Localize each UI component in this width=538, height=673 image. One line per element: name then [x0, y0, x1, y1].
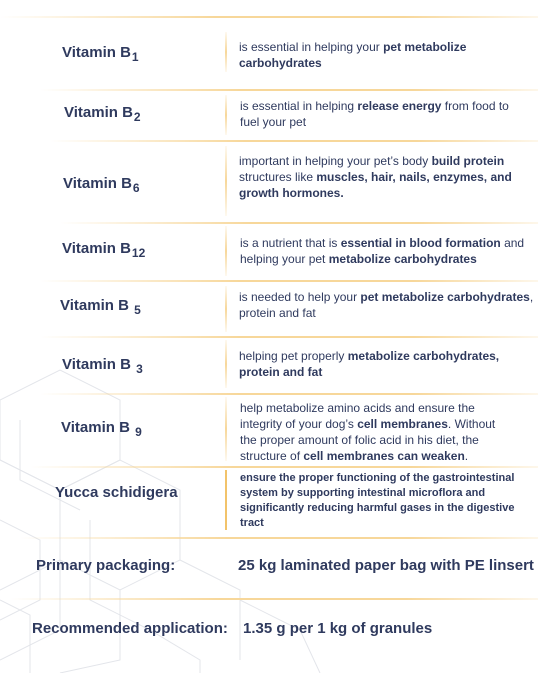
ingredient-name-text: Vitamin B	[62, 356, 136, 373]
description-text: .	[464, 449, 469, 463]
description-emphasis: muscles, hair, nails, enzymes, and growth hormones.	[239, 170, 512, 200]
description-text: , protein and fat	[239, 290, 534, 320]
description-text: is essential in helping	[240, 99, 358, 113]
ingredient-name-text: Vitamin B	[60, 297, 134, 314]
ingredient-name-text: Vitamin B	[63, 175, 132, 192]
description-text: is a nutrient that is	[240, 236, 341, 250]
description-emphasis: essential in blood formation	[340, 236, 501, 250]
row-separator-line	[40, 280, 538, 282]
description-text: . Without the proper amount of folic acid in his diet, the structure of	[240, 417, 496, 463]
row-separator-line	[40, 393, 538, 395]
row-separator-line	[40, 89, 538, 91]
column-divider-line	[225, 470, 227, 530]
row-separator-line	[60, 222, 538, 224]
ingredient-description	[240, 98, 510, 130]
description-emphasis: metabolize carbohydrates	[328, 252, 477, 266]
column-divider-line	[225, 32, 227, 72]
column-divider-line	[225, 226, 227, 276]
ingredient-subscript: 2	[133, 110, 141, 124]
description-emphasis: metabolize carbohydrates, protein and fat	[239, 349, 500, 379]
ingredient-name	[64, 104, 141, 124]
description-text: important in helping your pet’s body	[239, 154, 432, 168]
ingredient-description	[239, 153, 519, 201]
column-divider-line	[225, 340, 227, 388]
recommended-application-label: Recommended application:	[32, 620, 228, 637]
ingredient-description	[239, 39, 509, 71]
description-emphasis: release energy	[357, 99, 442, 113]
ingredient-description	[239, 289, 536, 321]
ingredient-subscript: 5	[134, 303, 141, 317]
description-text: helping pet properly	[239, 349, 348, 363]
column-divider-line	[225, 146, 227, 216]
description-emphasis: cell membranes can weaken	[303, 449, 465, 463]
ingredient-name-text: Vitamin B	[62, 44, 131, 61]
row-separator-line	[40, 336, 538, 338]
ingredient-name-text: Vitamin B	[64, 104, 133, 121]
ingredient-name	[55, 484, 178, 501]
ingredient-subscript: 1	[131, 50, 139, 64]
description-text: is essential in helping your	[239, 40, 384, 54]
ingredient-subscript: 12	[131, 246, 146, 260]
description-emphasis: build protein	[431, 154, 505, 168]
column-divider-line	[225, 286, 227, 332]
description-emphasis: ensure the proper functioning of the gastrointestinal system by supporting intestinal microflora and significantly reducing harmful gases in the digestive tract	[240, 472, 515, 529]
description-text: and helping your pet	[240, 236, 525, 266]
ingredient-name-text: Vitamin B	[62, 240, 131, 257]
ingredient-name	[63, 175, 140, 195]
description-emphasis: pet metabolize carbohydrates	[239, 40, 467, 70]
ingredient-description	[240, 400, 510, 464]
ingredient-description	[240, 235, 530, 267]
recommended-application-value: 1.35 g per 1 kg of granules	[243, 620, 433, 637]
ingredient-subscript: 9	[135, 425, 142, 439]
primary-packaging-value: 25 kg laminated paper bag with PE linsert	[238, 557, 534, 574]
description-text: is needed to help your	[239, 290, 361, 304]
ingredient-subscript: 6	[132, 181, 140, 195]
ingredient-name-text: Yucca schidigera	[55, 484, 178, 501]
ingredient-name	[60, 297, 141, 317]
row-separator-line	[0, 16, 538, 18]
row-separator-line	[20, 537, 538, 539]
description-emphasis: pet metabolize carbohydrates	[360, 290, 530, 304]
row-separator-line	[10, 598, 538, 600]
description-text: from food to fuel your pet	[240, 99, 509, 129]
ingredient-name	[62, 44, 139, 64]
ingredient-subscript: 3	[136, 362, 143, 376]
ingredient-name-text: Vitamin B	[61, 419, 135, 436]
description-text: help metabolize amino acids and ensure the integrity of your dog’s	[240, 401, 475, 431]
description-text: structures like	[239, 170, 317, 184]
ingredient-description	[240, 471, 525, 531]
column-divider-line	[225, 397, 227, 461]
ingredient-description	[239, 348, 519, 380]
ingredient-name	[62, 240, 146, 260]
row-separator-line	[50, 140, 538, 142]
ingredient-name	[61, 419, 142, 439]
row-separator-line	[30, 466, 538, 468]
ingredient-name	[62, 356, 143, 376]
primary-packaging-label: Primary packaging:	[36, 557, 176, 574]
column-divider-line	[225, 95, 227, 135]
description-emphasis: cell membranes	[357, 417, 448, 431]
